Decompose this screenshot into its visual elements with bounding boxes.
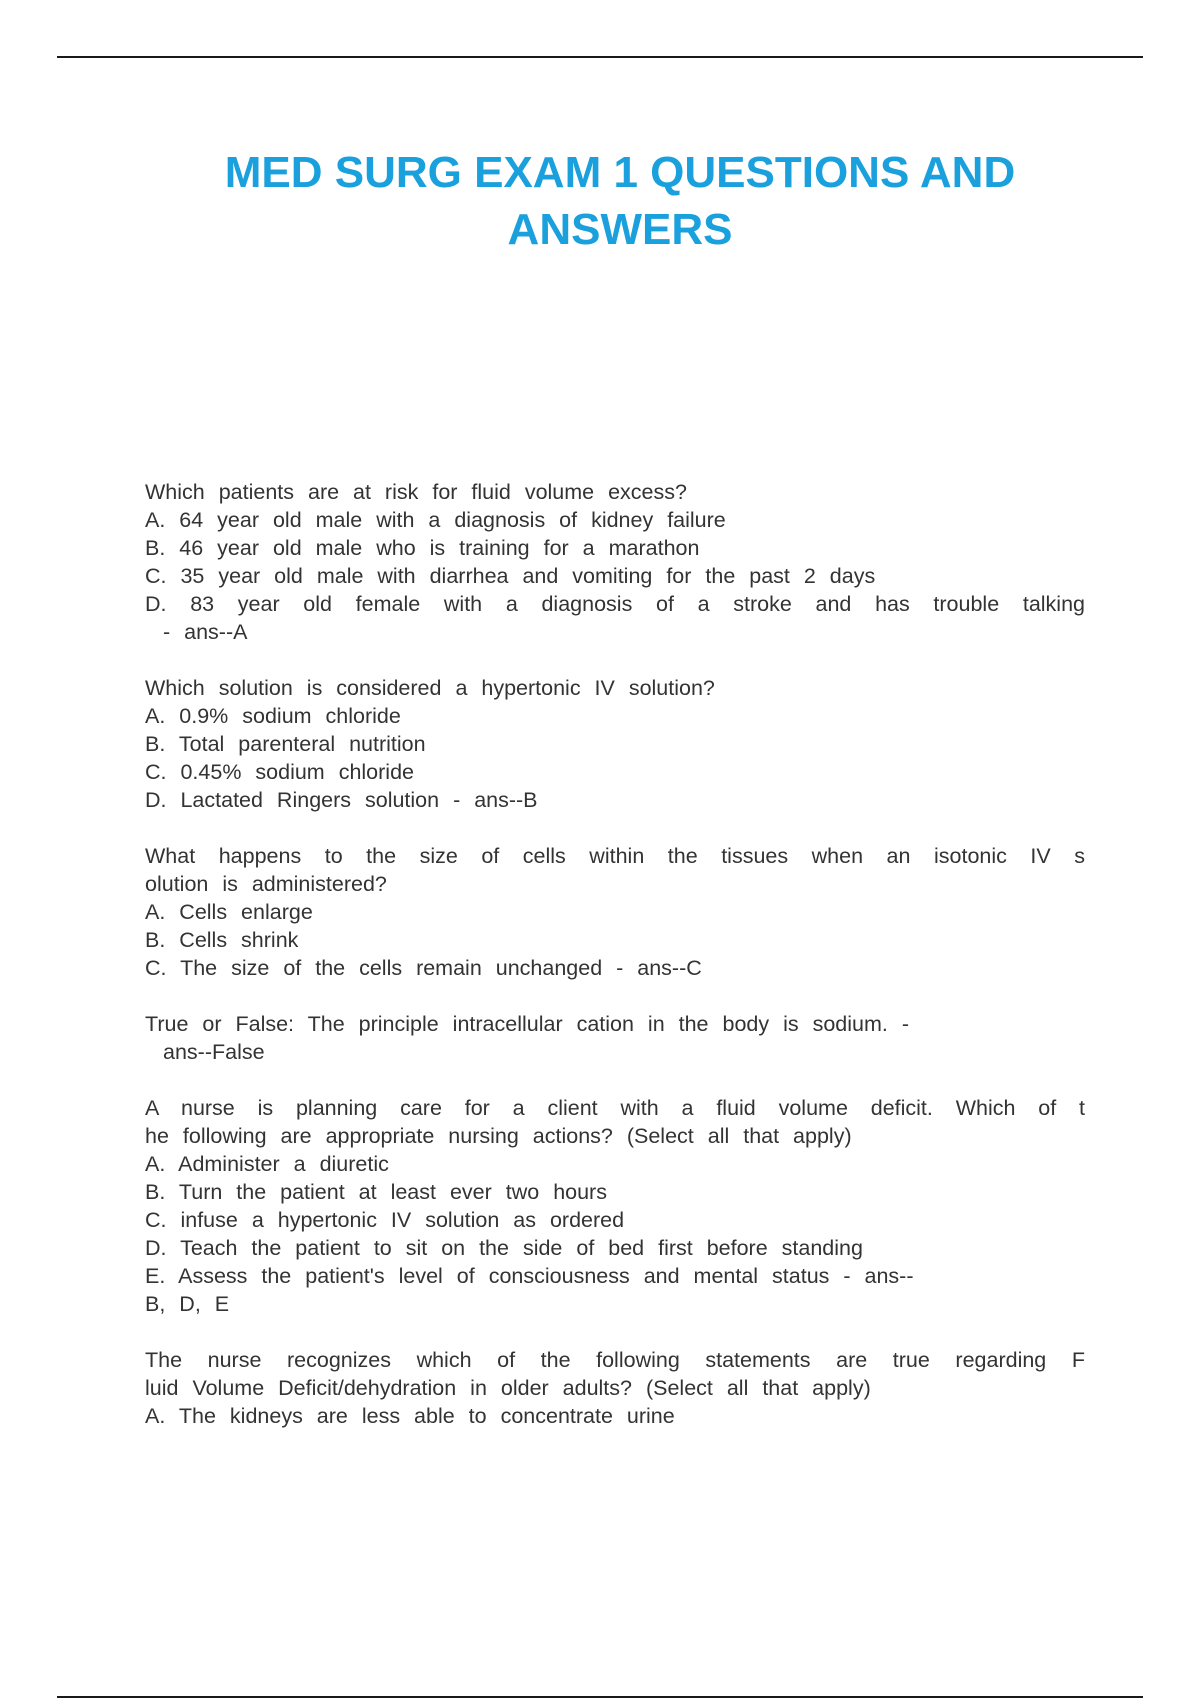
question-line: - ans--A [163, 620, 248, 644]
question-line: C. 0.45% sodium chloride [145, 760, 414, 784]
question-line: A nurse is planning care for a client with a fluid volume deficit. Which of t [145, 1096, 1085, 1120]
question-line: B, D, E [145, 1292, 230, 1316]
question-line: True or False: The principle intracellular cation in the body is sodium. - [145, 1012, 910, 1036]
question-line: C. The size of the cells remain unchanged - ans--C [145, 956, 702, 980]
question-line: The nurse recognizes which of the following statements are true regarding F [145, 1348, 1085, 1372]
question-line: B. Cells shrink [145, 928, 299, 952]
question-line: B. Turn the patient at least ever two hours [145, 1180, 607, 1204]
header-rule [57, 56, 1143, 58]
question-block [145, 478, 1085, 646]
question-line: C. 35 year old male with diarrhea and vomiting for the past 2 days [145, 564, 876, 588]
question-line: A. 64 year old male with a diagnosis of kidney failure [145, 508, 726, 532]
question-block [145, 674, 1085, 814]
question-line: luid Volume Deficit/dehydration in older adults? (Select all that apply) [145, 1376, 871, 1400]
question-block [145, 1010, 1085, 1066]
question-line: he following are appropriate nursing actions? (Select all that apply) [145, 1124, 852, 1148]
question-line: B. Total parenteral nutrition [145, 732, 426, 756]
question-line: Which solution is considered a hypertonic IV solution? [145, 676, 715, 700]
question-line: C. infuse a hypertonic IV solution as ordered [145, 1208, 625, 1232]
title-line-2: ANSWERS [507, 205, 733, 254]
question-line: olution is administered? [145, 872, 387, 896]
question-line: Which patients are at risk for fluid volume excess? [145, 480, 687, 504]
question-block [145, 1346, 1085, 1430]
document-title [100, 144, 1140, 258]
question-line: D. Lactated Ringers solution - ans--B [145, 788, 538, 812]
question-line: A. Administer a diuretic [145, 1152, 389, 1176]
question-line: A. Cells enlarge [145, 900, 313, 924]
questions-content [145, 478, 1085, 1458]
question-line: A. The kidneys are less able to concentrate urine [145, 1404, 675, 1428]
question-line: B. 46 year old male who is training for a marathon [145, 536, 700, 560]
question-line: E. Assess the patient's level of consciousness and mental status - ans-- [145, 1264, 914, 1288]
question-line: D. 83 year old female with a diagnosis of a stroke and has trouble talking [145, 592, 1085, 616]
question-line: What happens to the size of cells within the tissues when an isotonic IV s [145, 844, 1085, 868]
title-line-1: MED SURG EXAM 1 QUESTIONS AND [224, 148, 1016, 197]
question-line: D. Teach the patient to sit on the side of bed first before standing [145, 1236, 863, 1260]
question-line: A. 0.9% sodium chloride [145, 704, 401, 728]
question-line: ans--False [163, 1040, 265, 1064]
question-block [145, 842, 1085, 982]
footer-rule [57, 1696, 1143, 1698]
question-block [145, 1094, 1085, 1318]
